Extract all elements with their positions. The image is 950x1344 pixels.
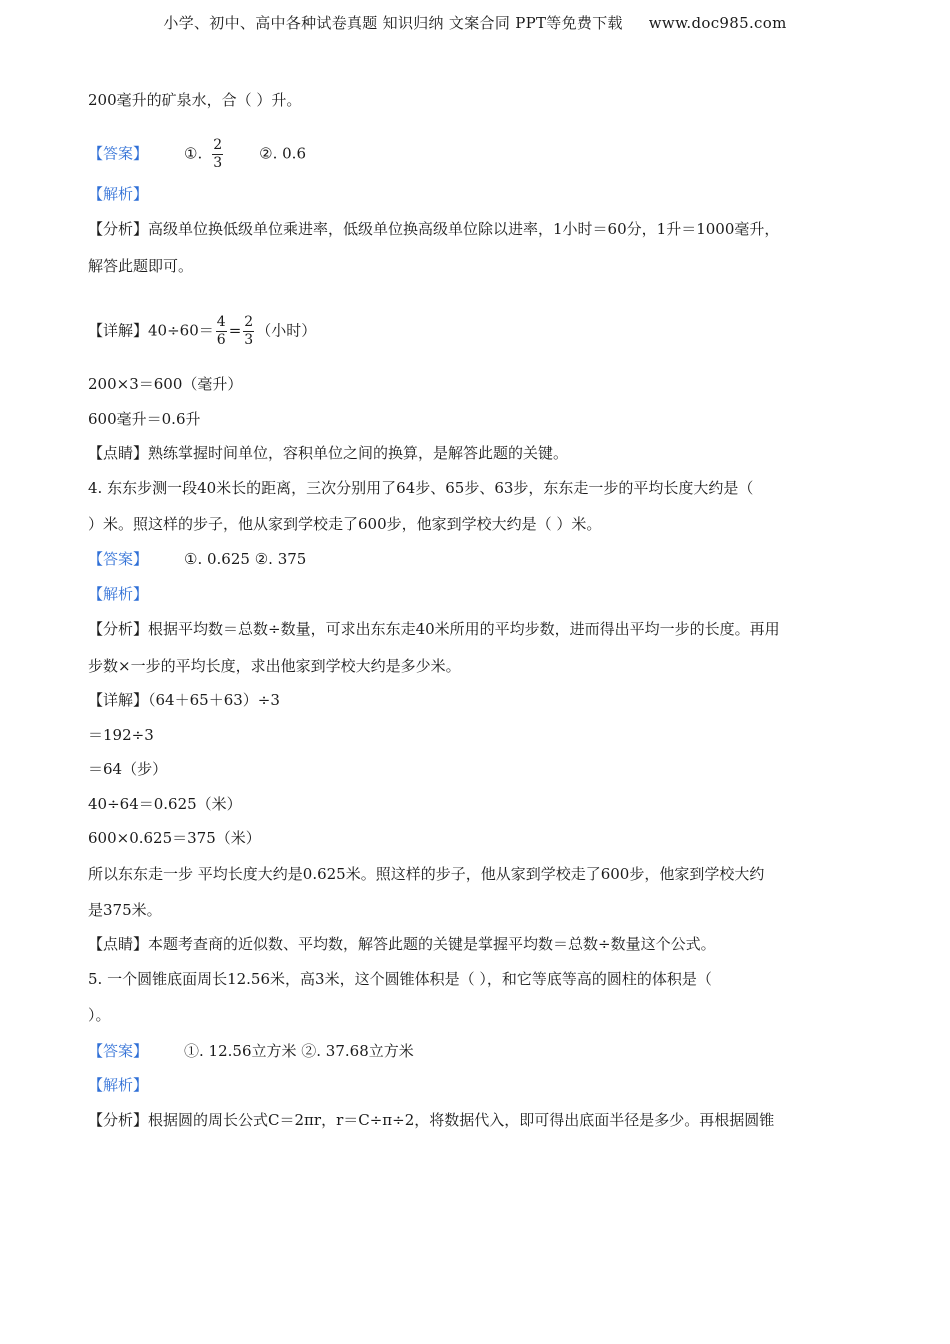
analysis-text: 根据圆的周长公式C＝2πr，r＝C÷π÷2，将数据代入，即可得出底面半径是多少。再根据圆锥 xyxy=(148,1111,775,1129)
analysis-text: 高级单位换低级单位乘进率，低级单位换高级单位除以进率，1小时＝60分，1升＝1000毫升， xyxy=(148,220,780,238)
q4-step-5: 600×0.625＝375（米） xyxy=(88,829,261,847)
q4-answer-line xyxy=(88,549,306,569)
answer-tag: 【答案】 xyxy=(88,550,149,568)
q4-conclusion-1: 所以东东走一步 平均长度大约是0.625米。照这样的步子，他从家到学校走了600步，他家到学校大约 xyxy=(88,865,765,883)
q5-jiexi: 【解析】 xyxy=(88,1076,149,1094)
detail-fraction-1 xyxy=(216,314,227,349)
analysis-tag: 【分析】 xyxy=(88,1111,149,1129)
q4-jiexi: 【解析】 xyxy=(88,585,149,603)
q4-key-point xyxy=(88,934,716,954)
header-text: 小学、初中、高中各种试卷真题 知识归纳 文案合同 PPT等免费下载 xyxy=(163,14,623,32)
key-point-tag: 【点睛】 xyxy=(88,935,149,953)
q4-step-4: 40÷64＝0.625（米） xyxy=(88,795,242,813)
fraction-numerator: 2 xyxy=(213,137,223,153)
q3-key-point xyxy=(88,443,568,463)
q4-stem-1: 4. 东东步测一段40米长的距离，三次分别用了64步、65步、63步，东东走一步的平均长度大约是（ xyxy=(88,479,754,497)
q4-analysis-2: 步数×一步的平均长度，求出他家到学校大约是多少米。 xyxy=(88,657,461,675)
detail-unit: （小时） xyxy=(256,321,317,340)
answer-tag: 【答案】 xyxy=(88,1042,149,1060)
fraction-numerator: 2 xyxy=(244,314,254,330)
analysis-tag: 【分析】 xyxy=(88,620,149,638)
q3-answer-line xyxy=(88,137,306,172)
q5-stem-2: ）。 xyxy=(88,1006,111,1024)
analysis-tag: 【分析】 xyxy=(88,220,149,238)
key-point-text: 本题考查商的近似数、平均数，解答此题的关键是掌握平均数＝总数÷数量这个公式。 xyxy=(148,935,716,953)
q5-analysis-1 xyxy=(88,1110,774,1130)
q4-step-3: ＝64（步） xyxy=(88,760,168,778)
q3-detail-line-3: 600毫升＝0.6升 xyxy=(88,410,201,428)
q3-analysis-1 xyxy=(88,219,779,239)
q5-stem-1: 5. 一个圆锥底面周长12.56米，高3米，这个圆锥体积是（ ），和它等底等高的圆柱的体积是（ xyxy=(88,970,712,988)
q4-analysis-1 xyxy=(88,619,780,639)
fraction-numerator: 4 xyxy=(216,314,226,330)
detail-tag: 【详解】 xyxy=(88,691,149,709)
q5-answer-line xyxy=(88,1041,414,1061)
detail-expr: （64＋65＋63）÷3 xyxy=(148,691,280,709)
q4-conclusion-2: 是375米。 xyxy=(88,901,162,919)
fraction-denominator: 3 xyxy=(213,155,223,171)
answer-2: ②. 0.6 xyxy=(259,144,306,163)
header-url[interactable]: www.doc985.com xyxy=(648,14,787,32)
equals-sign: = xyxy=(228,321,242,340)
answer-1-fraction xyxy=(212,137,223,172)
analysis-text: 根据平均数＝总数÷数量，可求出东东走40米所用的平均步数，进而得出平均一步的长度。再用 xyxy=(148,620,780,638)
detail-fraction-2 xyxy=(243,314,254,349)
answer-text: ①. 0.625 ②. 375 xyxy=(184,550,307,568)
fraction-denominator: 6 xyxy=(216,332,226,348)
answer-tag: 【答案】 xyxy=(88,144,149,163)
fraction-denominator: 3 xyxy=(244,332,254,348)
detail-expr: 40÷60＝ xyxy=(148,321,214,340)
answer-text: ①. 12.56立方米 ②. 37.68立方米 xyxy=(184,1042,414,1060)
q3-jiexi: 【解析】 xyxy=(88,185,149,203)
detail-tag: 【详解】 xyxy=(88,321,149,340)
page-header xyxy=(0,12,950,33)
q4-detail xyxy=(88,690,280,710)
q4-stem-2: ）米。照这样的步子，他从家到学校走了600步，他家到学校大约是（ ）米。 xyxy=(88,515,602,533)
key-point-text: 熟练掌握时间单位，容积单位之间的换算，是解答此题的关键。 xyxy=(148,444,569,462)
q3-detail-line-2: 200×3＝600（毫升） xyxy=(88,375,243,393)
key-point-tag: 【点睛】 xyxy=(88,444,149,462)
q4-step-2: ＝192÷3 xyxy=(88,726,154,744)
q3-analysis-2: 解答此题即可。 xyxy=(88,257,194,275)
answer-1-prefix: ①. xyxy=(184,144,203,163)
q3-stem: 200毫升的矿泉水，合（ ）升。 xyxy=(88,91,302,109)
q3-detail xyxy=(88,314,316,349)
